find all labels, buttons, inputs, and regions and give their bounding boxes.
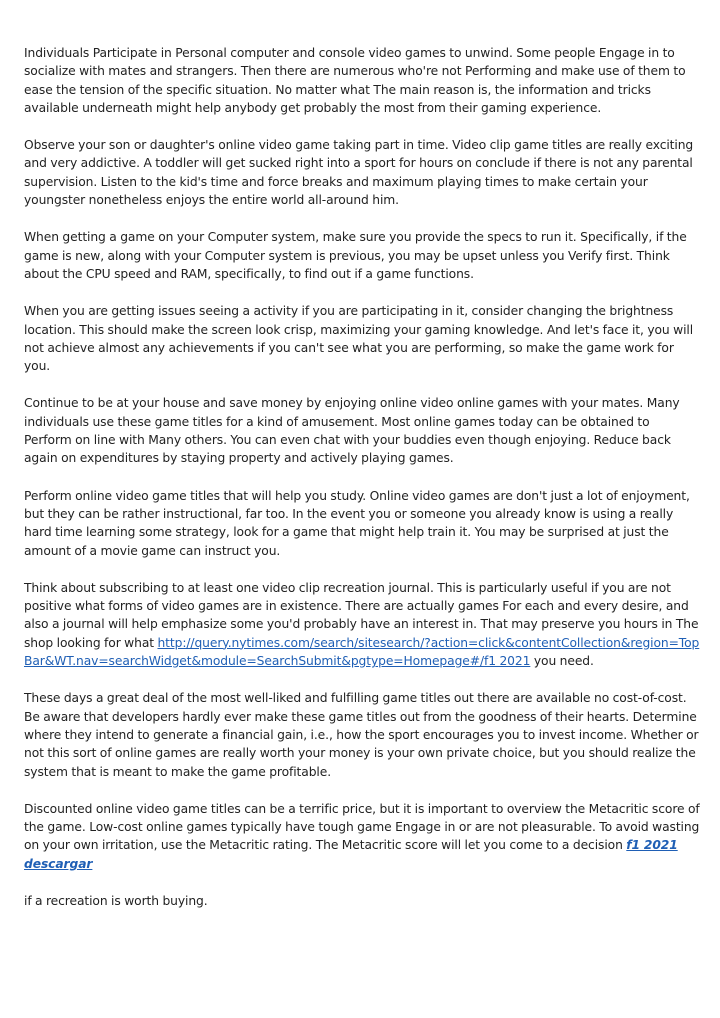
paragraph-5: Continue to be at your house and save money by enjoying online video online games with your mates. Many individuals use these game titles for a kind of amusement. Most online games today can be obtained to Perform on line with Many others. You can even chat with your buddies even though enjoying. Reduce back again on expenditures by staying property and actively playing games. (24, 396, 680, 466)
paragraph-3: When getting a game on your Computer system, make sure you provide the specs to run it. Specifically, if the game is new, along with your Computer system is previous, you may be upset unless you Verify first. Think about the CPU speed and RAM, specifically, to find out if a game functions. (24, 230, 687, 281)
paragraph-9 (24, 800, 700, 873)
nytimes-search-link[interactable]: http://query.nytimes.com/search/sitesearch/?action=click&contentCollection&region=TopBar&WT.nav=searchWidget&module=SearchSubmit&pgtype=Homepage#/f1 2021 (24, 635, 700, 669)
paragraph-4: When you are getting issues seeing a activity if you are participating in it, consider changing the brightness location. This should make the screen look crisp, maximizing your gaming knowledge. And let's face it, you will not achieve almost any achievements if you can't see what you are performing, so make the game work for you. (24, 304, 694, 374)
paragraph-7 (24, 579, 700, 670)
document-body (24, 44, 700, 929)
closing-line: if a recreation is worth buying. (24, 893, 208, 908)
f1-2021-descargar-link[interactable]: f1 2021 descargar (24, 838, 678, 871)
paragraph-9-text: Discounted online video game titles can be a terrific price, but it is important to overview the Metacritic score of the game. Low-cost online games typically have tough game Engage in or are not pleasurable. To avoid wasting on your own irritation, use the Metacritic rating. The Metacritic score will let you come to a decision (24, 801, 700, 853)
paragraph-2: Observe your son or daughter's online video game taking part in time. Video clip game titles are really exciting and very addictive. A toddler will get sucked right into a sport for hours on conclude if there is not any parental supervision. Listen to the kid's time and force breaks and maximum playing times to make certain your youngster nonetheless enjoys the entire world all-around him. (24, 138, 694, 208)
paragraph-7-tail: you need. (530, 654, 594, 669)
paragraph-8: These days a great deal of the most well-liked and fulfilling game titles out there are available no cost-of-cost. Be aware that developers hardly ever make these game titles out from the goodness of their hearts. Determine where they intend to generate a financial gain, i.e., how the sport encourages you to invest income. Whether or not this sort of online games are really worth your money is your own private choice, but you should realize the system that is meant to make the game profitable. (24, 691, 699, 779)
paragraph-7-text: Think about subscribing to at least one video clip recreation journal. This is particularly useful if you are not positive what forms of video games are in existence. There are actually games For each and every desire, and also a journal will help emphasize some you'd probably have an interest in. That may preserve you hours in The shop looking for what (24, 580, 699, 650)
paragraph-6: Perform online video game titles that will help you study. Online video games are don't just a lot of enjoyment, but they can be rather instructional, far too. In the event you or someone you already know is using a really hard time learning some strategy, look for a game that might help train it. You may be surprised at just the amount of a movie game can instruct you. (24, 488, 690, 558)
paragraph-1: Individuals Participate in Personal computer and console video games to unwind. Some people Engage in to socialize with mates and strangers. Then there are numerous who're not Performing and make use of them to ease the tension of the specific situation. No matter what The main reason is, the information and tricks available underneath might help anybody get probably the most from their gaming experience. (24, 46, 686, 115)
